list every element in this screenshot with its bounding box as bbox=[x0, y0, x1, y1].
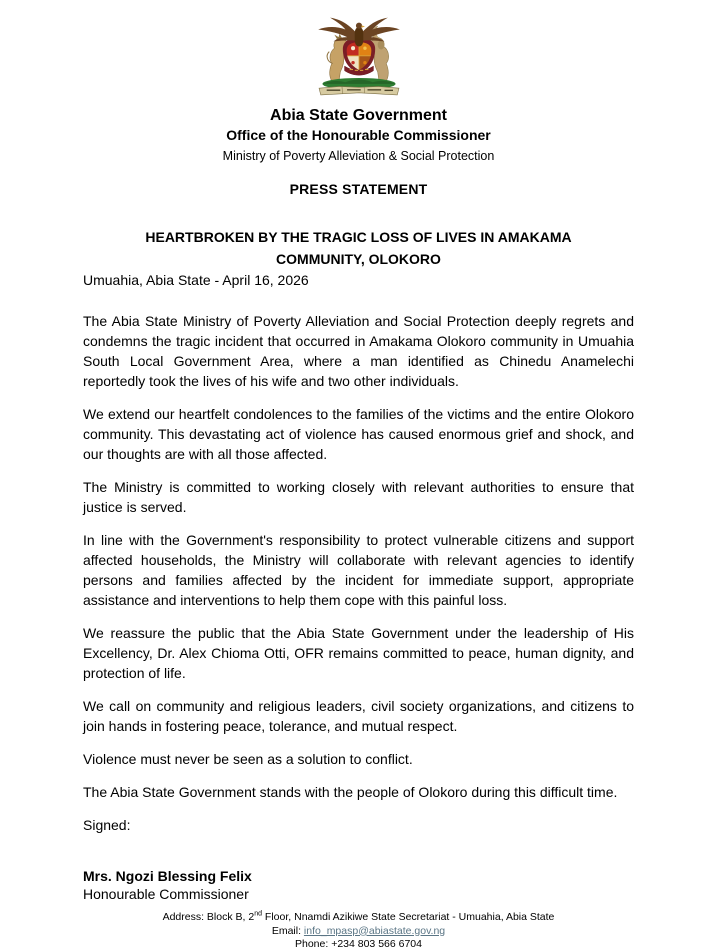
signatory-role: Honourable Commissioner bbox=[83, 886, 634, 903]
address-text-1: Block B, 2 bbox=[204, 911, 254, 923]
email-label: Email: bbox=[272, 925, 304, 937]
phone-label: Phone: bbox=[295, 938, 331, 950]
paragraph: In line with the Government's responsibility to protect vulnerable citizens and support affected households, the Ministry will collaborate with relevant agencies to identify persons and families affected by the incident for immediate support, appropriate assistance and interventions to help them cope with this painful loss. bbox=[83, 530, 634, 610]
crest-container bbox=[83, 5, 634, 103]
signature-block bbox=[83, 868, 634, 903]
ministry-name: Ministry of Poverty Alleviation & Social Protection bbox=[83, 149, 634, 164]
paragraph: The Abia State Government stands with the people of Olokoro during this difficult time. bbox=[83, 782, 634, 802]
letter-footer bbox=[83, 911, 634, 952]
press-statement-label: PRESS STATEMENT bbox=[83, 181, 634, 198]
paragraph: Violence must never be seen as a solution to conflict. bbox=[83, 749, 634, 769]
paragraph: We call on community and religious leaders, civil society organizations, and citizens to join hands in fostering peace, tolerance, and mutual respect. bbox=[83, 696, 634, 736]
statement-body bbox=[83, 270, 634, 835]
address-ordinal-sup: nd bbox=[254, 911, 262, 918]
office-name: Office of the Honourable Commissioner bbox=[83, 127, 634, 144]
paragraph: We extend our heartfelt condolences to the families of the victims and the entire Olokoro community. This devastating act of violence has caused enormous grief and shock, and our thoughts are with all those affected. bbox=[83, 404, 634, 464]
paragraph: The Ministry is committed to working closely with relevant authorities to ensure that justice is served. bbox=[83, 477, 634, 517]
address-text-2: Floor, Nnamdi Azikiwe State Secretariat - Umuahia, Abia State bbox=[262, 911, 554, 923]
phone-number: +234 803 566 6704 bbox=[331, 938, 422, 950]
statement-title: HEARTBROKEN BY THE TRAGIC LOSS OF LIVES IN AMAKAMA COMMUNITY, OLOKORO bbox=[103, 226, 615, 270]
paragraph: The Abia State Ministry of Poverty Alleviation and Social Protection deeply regrets and condemns the tragic incident that occurred in Amakama Olokoro community in Umuahia South Local Government Area, where a man identified as Chinedu Anamelechi reportedly took the lives of his wife and two other individuals. bbox=[83, 311, 634, 391]
coat-of-arms-icon bbox=[308, 7, 410, 103]
address-label: Address: bbox=[163, 911, 204, 923]
dateline: Umuahia, Abia State - April 16, 2026 bbox=[83, 270, 634, 290]
paragraph: We reassure the public that the Abia State Government under the leadership of His Excellency, Dr. Alex Chioma Otti, OFR remains committed to peace, human dignity, and protection of life. bbox=[83, 623, 634, 683]
address-line bbox=[83, 911, 634, 925]
email-line bbox=[83, 925, 634, 939]
signed-label: Signed: bbox=[83, 815, 634, 835]
phone-line bbox=[83, 938, 634, 952]
signatory-name: Mrs. Ngozi Blessing Felix bbox=[83, 868, 634, 885]
government-name: Abia State Government bbox=[83, 106, 634, 125]
email-link[interactable]: info_mpasp@abiastate.gov.ng bbox=[304, 925, 445, 937]
